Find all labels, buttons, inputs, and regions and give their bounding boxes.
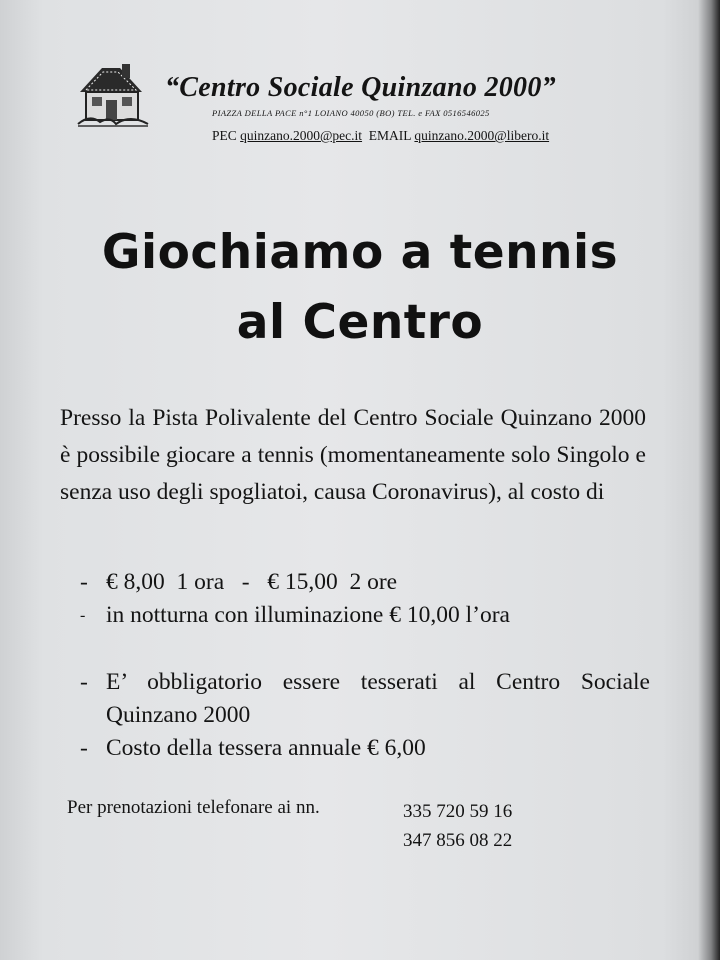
pec-label: PEC [212, 128, 237, 143]
organization-address: PIAZZA DELLA PACE n°1 LOIANO 40050 (BO) TEL. e FAX 0516546025 [212, 108, 490, 118]
requirements-list [80, 666, 650, 765]
list-dash: - [80, 607, 86, 624]
list-dash: - [80, 569, 88, 595]
price-list [80, 566, 650, 632]
phone-number: 335 720 59 16 [403, 801, 513, 822]
page-title [40, 218, 680, 358]
email-label: EMAIL [368, 128, 412, 143]
price-item-hourly [80, 566, 650, 599]
requirement-text: Costo della tessera annuale € 6,00 [106, 735, 426, 761]
booking-phones [403, 797, 563, 855]
list-dash: - [80, 669, 88, 695]
pec-email-link: quinzano.2000@pec.it [240, 128, 363, 143]
requirement-membership [80, 666, 650, 732]
requirement-text: E’ obbligatorio essere tesserati al Centro Sociale Quinzano 2000 [106, 669, 650, 728]
intro-paragraph: Presso la Pista Polivalente del Centro Sociale Quinzano 2000 è possibile giocare a tennis (momentaneamente solo Singolo e senza uso degli spogliatoi, causa Coronavirus), al costo di [60, 405, 646, 505]
contact-line [212, 128, 612, 144]
price-item-text: in notturna con illuminazione € 10,00 l’ora [106, 602, 510, 628]
house-logo-icon [76, 62, 150, 128]
phone-number: 347 856 08 22 [403, 830, 513, 851]
booking-label: Per prenotazioni telefonare ai nn. [67, 797, 320, 818]
organization-name: “Centro Sociale Quinzano 2000” [165, 72, 556, 103]
email-link: quinzano.2000@libero.it [414, 128, 550, 143]
letterhead [0, 0, 720, 160]
list-dash: - [80, 735, 88, 761]
title-line-1: Giochiamo a tennis [101, 225, 619, 280]
price-item-night [80, 599, 650, 632]
requirement-card-cost [80, 732, 650, 765]
price-item-text: € 8,00 1 ora - € 15,00 2 ore [106, 569, 398, 595]
title-line-2: al Centro [236, 295, 484, 350]
